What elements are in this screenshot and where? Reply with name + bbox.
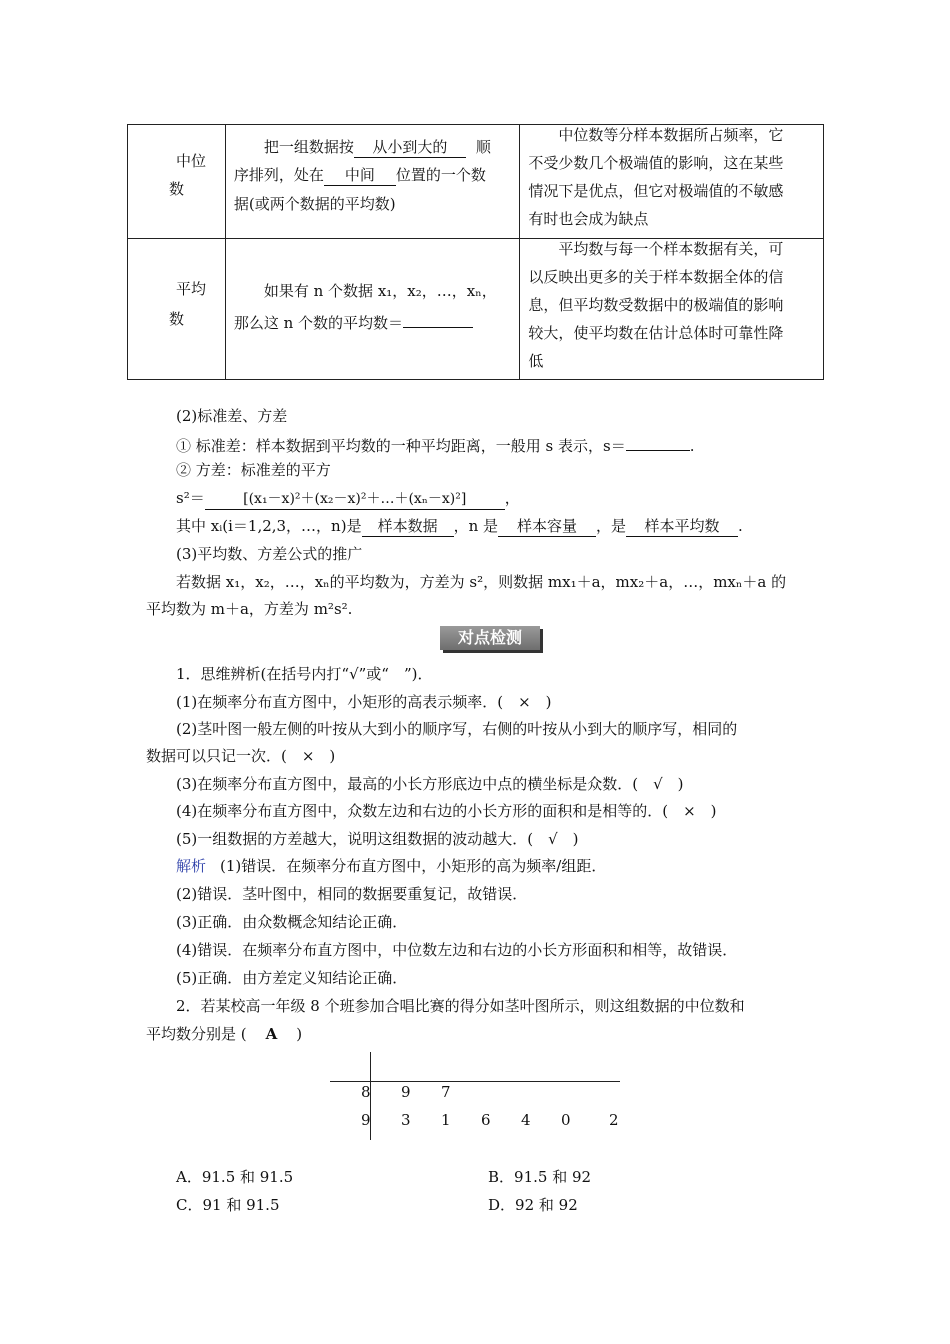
leaf-value: 2	[609, 1111, 619, 1129]
row-divider	[330, 1081, 620, 1082]
var-heading: ② 方差：标准差的平方	[176, 461, 331, 479]
question-item: (2)茎叶图一般左侧的叶按从大到小的顺序写，右侧的叶按从小到大的顺序写，相同的	[176, 720, 738, 738]
fill-blank	[403, 309, 473, 328]
section-banner: 对点检测	[440, 626, 540, 650]
term-line: 中位	[176, 152, 207, 170]
leaf-value: 0	[561, 1111, 571, 1129]
note-line: 平均数与每一个样本数据有关，可	[558, 240, 784, 258]
definition-line: 把一组数据按 从小到大的 顺	[263, 138, 491, 156]
question-item: (1)在频率分布直方图中，小矩形的高表示频率．( × )	[176, 693, 552, 711]
question-stem: 1．思维辨析(在括号内打“√”或“ ”)．	[176, 665, 433, 683]
option-d: D．92 和 92	[488, 1196, 578, 1214]
leaf-value: 9	[401, 1083, 411, 1101]
note-line: 有时也会成为缺点	[528, 210, 649, 228]
paragraph-line: 若数据 x₁，x₂，…，xₙ的平均数为，方差为 s²，则数据 mx₁＋a，mx₂＋a，…，mxₙ＋a 的	[176, 573, 787, 591]
question-item: (5)一组数据的方差越大，说明这组数据的波动越大．( √ )	[176, 830, 579, 848]
term-cell	[128, 239, 226, 380]
analysis-line: (5)正确．由方差定义知结论正确．	[176, 969, 408, 987]
note-line: 低	[528, 352, 544, 370]
leaf-value: 7	[441, 1083, 451, 1101]
leaf-value: 4	[521, 1111, 531, 1129]
sd-line: ① 标准差：样本数据到平均数的一种平均距离，一般用 s 表示，s＝ .	[176, 432, 694, 456]
definition-cell	[225, 125, 520, 239]
note-line: 较大，使平均数在估计总体时可靠性降	[528, 324, 784, 342]
analysis-line: (4)错误．在频率分布直方图中，中位数左边和右边的小长方形面积和相等，故错误．	[176, 941, 738, 959]
section-heading: (3)平均数、方差公式的推广	[176, 545, 363, 563]
note-line: 以反映出更多的关于样本数据全体的信	[528, 268, 784, 286]
leaf-value: 3	[401, 1111, 411, 1129]
definition-line: 如果有 n 个数据 x₁，x₂，…，xₙ，	[263, 282, 497, 300]
leaf-value: 6	[481, 1111, 491, 1129]
option-a: A．91.5 和 91.5	[176, 1168, 294, 1186]
term-line: 数	[169, 310, 185, 328]
note-line: 中位数等分样本数据所占频率，它	[558, 126, 784, 144]
paragraph-line: 平均数为 m＋a，方差为 m²s².	[146, 600, 353, 618]
fill-blank: [(x₁－x)²＋(x₂－x)²＋…＋(xₙ－x)²]	[205, 489, 505, 510]
note-line: 情况下是优点，但它对极端值的不敏感	[528, 182, 784, 200]
fill-blank: 中间	[324, 165, 396, 186]
definition-cell	[225, 239, 520, 380]
answer: A	[265, 1025, 278, 1043]
fill-blank: 样本平均数	[626, 516, 738, 537]
stem-value: 9	[361, 1111, 371, 1129]
analysis-label: 解析	[176, 857, 207, 875]
var-formula-line: s²＝ [(x₁－x)²＋(x₂－x)²＋…＋(xₙ－x)²] ，	[176, 487, 520, 510]
analysis-line: (2)错误．茎叶图中，相同的数据要重复记，故错误．	[176, 885, 528, 903]
definition-line: 那么这 n 个数的平均数＝	[234, 309, 473, 333]
stem-value: 8	[361, 1083, 371, 1101]
note-line: 息，但平均数受数据中的极端值的影响	[528, 296, 784, 314]
analysis-line: 解析 (1)错误．在频率分布直方图中，小矩形的高为频率/组距．	[176, 857, 607, 875]
question-stem: 2．若某校高一年级 8 个班参加合唱比赛的得分如茎叶图所示，则这组数据的中位数和	[176, 997, 745, 1015]
fill-blank: 从小到大的	[354, 137, 466, 158]
option-b: B．91.5 和 92	[488, 1168, 592, 1186]
term-line: 平均	[176, 280, 207, 298]
note-cell	[520, 125, 824, 239]
where-line: 其中 xᵢ(i＝1,2,3，…，n)是 样本数据 ，n 是 样本容量 ，是 样本平均数 .	[176, 517, 743, 535]
question-stem: 平均数分别是 ( A )	[146, 1025, 303, 1043]
table-row-mean	[128, 239, 824, 380]
definition-line: 据(或两个数据的平均数)	[233, 195, 396, 213]
option-c: C．91 和 91.5	[176, 1196, 280, 1214]
question-item: (3)在频率分布直方图中，最高的小长方形底边中点的横坐标是众数．( √ )	[176, 775, 684, 793]
fill-blank	[626, 432, 690, 451]
question-item: (4)在频率分布直方图中，众数左边和右边的小长方形的面积和是相等的．( × )	[176, 802, 717, 820]
term-cell	[128, 125, 226, 239]
note-line: 不受少数几个极端值的影响，这在某些	[528, 154, 784, 172]
leaf-value: 1	[441, 1111, 451, 1129]
section-heading: (2)标准差、方差	[176, 407, 288, 425]
table-row-median	[128, 125, 824, 239]
fill-blank: 样本数据	[362, 516, 454, 537]
definition-line: 序排列，处在 中间 位置的一个数	[233, 166, 486, 184]
fill-blank: 样本容量	[498, 516, 596, 537]
term-line: 数	[169, 180, 185, 198]
definition-table	[127, 124, 824, 380]
analysis-line: (3)正确．由众数概念知结论正确．	[176, 913, 408, 931]
note-cell	[520, 239, 824, 380]
question-item: 数据可以只记一次．( × )	[146, 747, 336, 765]
